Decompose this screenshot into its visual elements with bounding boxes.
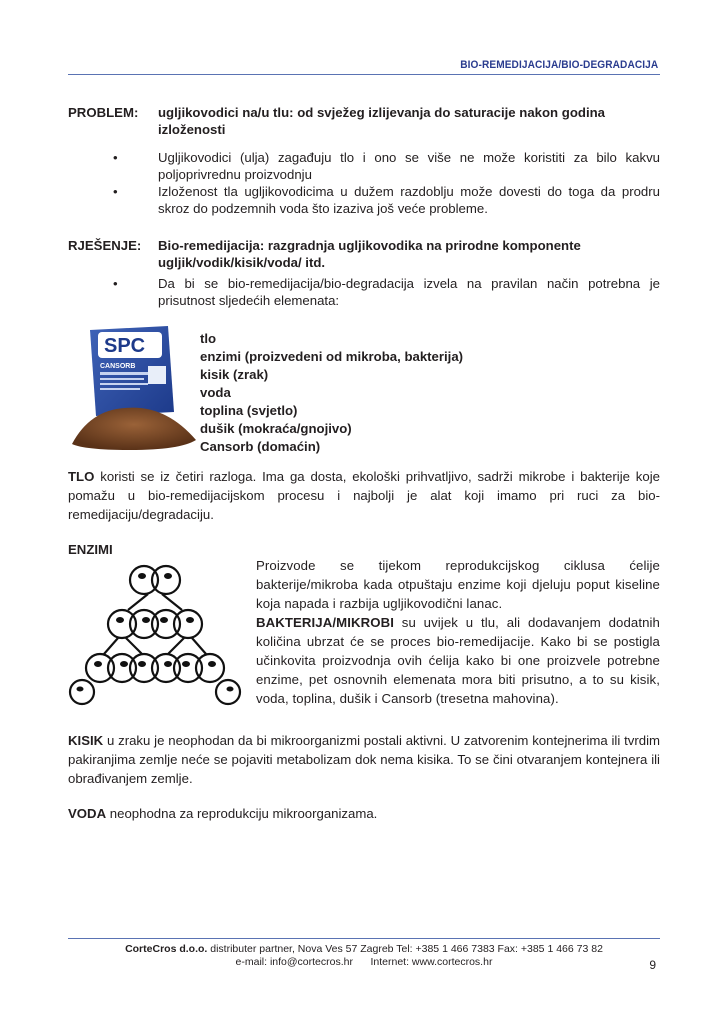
bullet-symbol: • bbox=[113, 150, 118, 165]
solution-label: RJEŠENJE: bbox=[68, 238, 142, 253]
element-item: dušik (mokraća/gnojivo) bbox=[200, 421, 352, 436]
element-item: voda bbox=[200, 385, 231, 400]
footer-company: CorteCros d.o.o. bbox=[125, 943, 208, 955]
solution-title: Bio-remedijacija: razgradnja ugljikovodika na prirodne komponente ugljik/vodik/kisik/voda/ itd. bbox=[158, 238, 581, 270]
enzimi-text bbox=[256, 556, 660, 708]
element-item: tlo bbox=[200, 331, 217, 346]
enzimi-text-1: Proizvode se tijekom reprodukcijskog ciklusa ćelije bakterije/mikroba kada otpuštaju enzime koji djeluju poput kiseline koja napada i razbija ugljikovodični lanac. bbox=[256, 558, 660, 611]
problem-bullet-text-2: Izloženost tla ugljikovodicima u dužem razdoblju može dovesti do toga da prodru skroz do podzemnih voda što izaziva još veće probleme. bbox=[158, 184, 660, 216]
problem-title: ugljikovodici na/u tlu: od svježeg izlijevanja do saturacije nakon godina izloženosti bbox=[158, 105, 605, 137]
cansorb-bag-image bbox=[70, 322, 200, 452]
tlo-paragraph bbox=[68, 467, 660, 524]
kisik-term: KISIK bbox=[68, 733, 104, 748]
element-item: enzimi (proizvedeni od mikroba, bakterija) bbox=[200, 349, 464, 364]
bullet-symbol: • bbox=[113, 276, 118, 291]
header-rule bbox=[68, 74, 660, 75]
tlo-text: koristi se iz četiri razloga. Ima ga dosta, ekološki prihvatljivo, sadrži mikrobe i bakterije koje pomažu u bio-remedijacijskom procesu i najbolji je alat koji imamo pri ruci za bio-remedijaciju/degradaciju. bbox=[68, 469, 660, 522]
footer-address: distributer partner, Nova Ves 57 Zagreb Tel: +385 1 466 7383 Fax: +385 1 466 73 82 bbox=[207, 943, 603, 955]
voda-paragraph bbox=[68, 804, 660, 823]
element-item: kisik (zrak) bbox=[200, 367, 269, 382]
element-item: toplina (svjetlo) bbox=[200, 403, 298, 418]
elements-list bbox=[200, 330, 463, 456]
footer-line-2: e-mail: info@cortecros.hr Internet: www.cortecros.hr bbox=[235, 956, 493, 968]
bag-brand: SPC bbox=[104, 335, 146, 357]
voda-text: neophodna za reprodukciju mikroorganizama. bbox=[106, 806, 378, 821]
enzimi-heading: ENZIMI bbox=[68, 542, 113, 557]
kisik-paragraph bbox=[68, 731, 660, 788]
voda-term: VODA bbox=[68, 806, 107, 821]
element-item: Cansorb (domaćin) bbox=[200, 439, 321, 454]
cell-division-diagram bbox=[68, 562, 246, 712]
page-number: 9 bbox=[649, 958, 656, 972]
bullet-symbol: • bbox=[113, 184, 118, 199]
bakterija-term: BAKTERIJA/MIKROBI bbox=[256, 615, 394, 630]
footer-line-1 bbox=[0, 943, 728, 955]
header-title: BIO-REMEDIJACIJA/BIO-DEGRADACIJA bbox=[459, 59, 658, 71]
problem-label: PROBLEM: bbox=[68, 105, 139, 120]
problem-bullet-text-1: Ugljikovodici (ulja) zagađuju tlo i ono se više ne može koristiti za bilo kakvu poljoprivrednu proizvodnju bbox=[158, 150, 660, 182]
kisik-text: u zraku je neophodan da bi mikroorganizmi postali aktivni. U zatvorenim kontejnerima ili tvrdim pakiranjima zemlje neće se pojaviti metabolizam dok nema kisika. To se čini otvaranjem kontejnera ili obrađivanjem zemlje. bbox=[68, 733, 660, 786]
solution-bullet-text: Da bi se bio-remedijacija/bio-degradacija izvela na pravilan način potrebna je prisutnost sljedećih elemenata: bbox=[158, 276, 660, 308]
tlo-term: TLO bbox=[68, 469, 95, 484]
enzimi-text-2: su uvijek u tlu, ali dodavanjem dodatnih količina ubrzat će se proces bio-remedijacije. Kako bi se postigla učinkovita proizvodnja ovih ćelija kako bi one proizvele potrebne enzime, pet osnovnih elemenata mora biti prisutno, a to su kisik, voda, toplina, dušik i Cansorb (tresetna mahovina). bbox=[256, 615, 660, 706]
bag-product: CANSORB bbox=[100, 363, 136, 370]
footer-rule bbox=[68, 938, 660, 939]
